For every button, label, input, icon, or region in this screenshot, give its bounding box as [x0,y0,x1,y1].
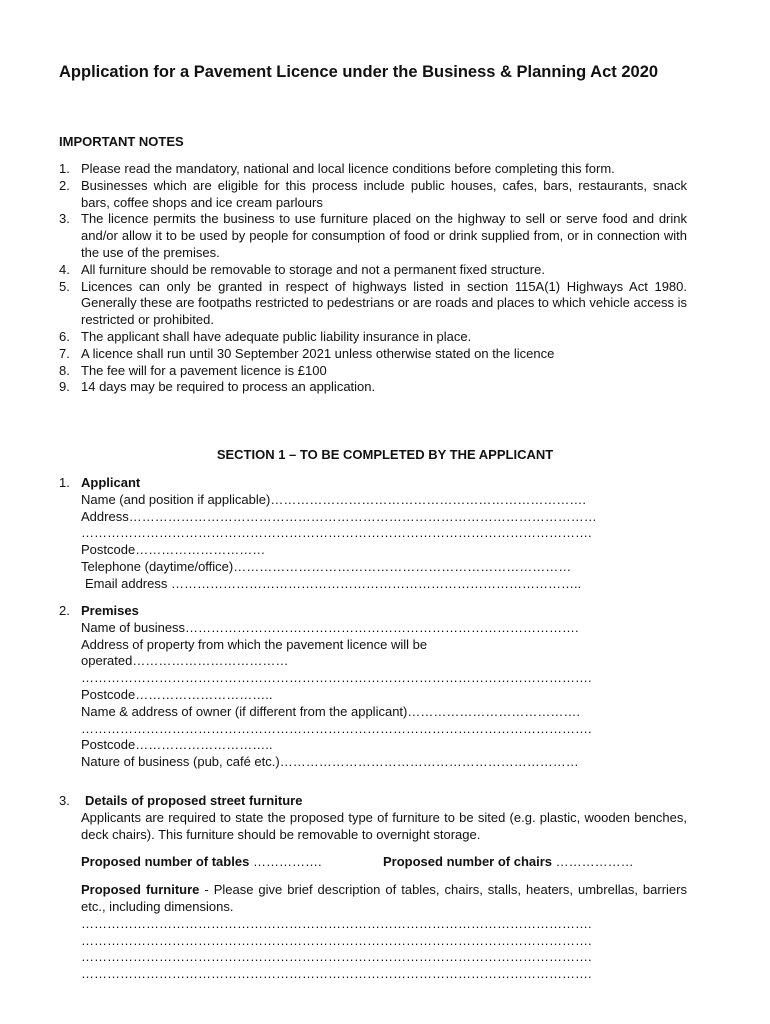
notes-heading: IMPORTANT NOTES [59,134,184,149]
note-item [59,379,687,396]
furniture-description-field[interactable]: ………………………………………………………………………………………………………. [81,932,592,948]
note-text: Licences can only be granted in respect of highways listed in section 115A(1) Highways Act 1980. Generally these are footpaths restricted to pedestrians or are roads and places to which vehicle access is restricted or prohibited. [81,278,687,328]
applicant-email-field[interactable]: Email address ………………………………………………………………………………….. [85,575,582,591]
note-number: 6. [59,328,70,344]
note-item [59,262,687,279]
note-text: All furniture should be removable to storage and not a permanent fixed structure. [81,261,545,277]
note-item [59,211,687,261]
document-title: Application for a Pavement Licence under the Business & Planning Act 2020 [59,63,659,81]
premises-number: 2. [59,603,70,618]
applicant-address-continuation[interactable]: ………………………………………………………………………………………………………. [81,525,592,541]
tables-label: Proposed number of tables [81,854,250,870]
note-text: A licence shall run until 30 September 2021 unless otherwise stated on the licence [81,345,555,361]
note-number: 1. [59,161,70,176]
chairs-field[interactable]: ……………… [555,854,634,870]
proposed-furniture-text: - Please give brief description of tables, chairs, stalls, heaters, umbrellas, barriers etc., including dimensions. [81,882,687,914]
note-item [59,329,687,346]
note-number: 9. [59,379,70,395]
note-number: 8. [59,362,70,378]
furniture-description-field[interactable]: ………………………………………………………………………………………………………. [81,966,592,982]
furniture-block [59,793,687,983]
owner-continuation[interactable]: ………………………………………………………………………………………………………. [81,720,592,736]
note-item [59,161,687,178]
furniture-intro: Applicants are required to state the proposed type of furniture to be sited (e.g. plastic, wooden benches, deck chairs). This furniture should be removable to overnight storage. [81,809,687,842]
note-number: 7. [59,345,70,361]
chairs-label: Proposed number of chairs [383,854,553,870]
note-text: Businesses which are eligible for this process include public houses, cafes, bars, restaurants, snack bars, coffee shops and ice cream parlours [81,177,687,210]
note-text: The fee will for a pavement licence is £100 [81,362,327,378]
note-item [59,346,687,363]
note-number: 3. [59,211,70,227]
note-number: 2. [59,177,70,193]
premises-address-continuation[interactable]: ………………………………………………………………………………………………………. [81,670,592,686]
applicant-postcode-field[interactable]: Postcode………………………… [81,542,266,558]
note-number: 5. [59,278,70,294]
proposed-furniture-label: Proposed furniture [81,882,200,898]
premises-postcode-field[interactable]: Postcode………………………….. [81,686,273,702]
section-heading: SECTION 1 – TO BE COMPLETED BY THE APPLICANT [216,447,554,462]
business-name-field[interactable]: Name of business………………………………………………………………………………. [81,619,579,635]
note-item [59,178,687,212]
tables-field[interactable]: ……………. [252,854,322,870]
note-text: The applicant shall have adequate public liability insurance in place. [81,328,472,344]
applicant-number: 1. [59,475,70,490]
business-nature-field[interactable]: Nature of business (pub, café etc.)…………………………………………………………… [81,754,579,770]
premises-operated-field[interactable]: operated……………………………… [81,653,289,669]
applicant-address-field[interactable]: Address……………………………………………………………………………………………… [81,508,597,524]
applicant-heading: Applicant [81,475,141,490]
note-item [59,279,687,329]
note-item [59,363,687,380]
notes-list [59,161,687,396]
premises-block [59,603,687,771]
premises-address-label: Address of property from which the pavement licence will be [81,636,428,652]
owner-field[interactable]: Name & address of owner (if different from the applicant)…………………………………. [81,703,580,719]
applicant-block [59,475,687,593]
note-text: Please read the mandatory, national and local licence conditions before completing this form. [81,161,615,176]
note-text: 14 days may be required to process an application. [81,379,376,395]
furniture-heading: Details of proposed street furniture [85,793,303,808]
owner-postcode-field[interactable]: Postcode………………………….. [81,737,273,753]
premises-heading: Premises [81,603,139,618]
furniture-description-field[interactable]: ………………………………………………………………………………………………………. [81,915,592,931]
furniture-number: 3. [59,793,70,808]
note-text: The licence permits the business to use furniture placed on the highway to sell or serve food and drink and/or allow it to be used by people for consumption of food or drink supplied from, or in connection with the use of the premises. [81,211,687,260]
applicant-telephone-field[interactable]: Telephone (daytime/office)…………………………………………………………………… [81,558,572,574]
furniture-description-field[interactable]: ………………………………………………………………………………………………………. [81,949,592,965]
note-number: 4. [59,261,70,277]
applicant-name-field[interactable]: Name (and position if applicable)………………………………………………………………. [81,491,586,507]
